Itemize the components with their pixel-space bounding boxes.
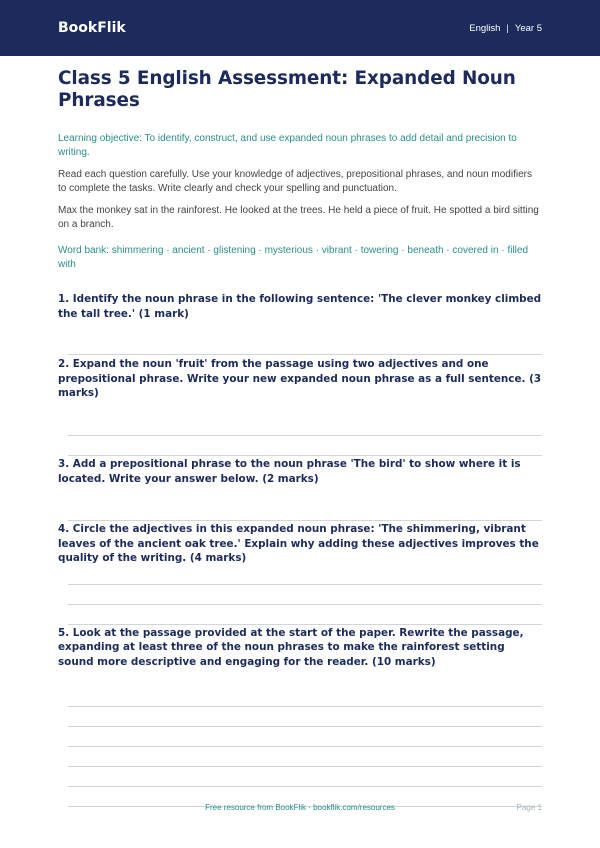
- answer-line[interactable]: [68, 604, 542, 605]
- worksheet-body: [0, 68, 600, 807]
- answer-line[interactable]: [68, 455, 542, 456]
- answer-line: [68, 354, 542, 355]
- question-2: 2. Expand the noun 'fruit' from the passage using two adjectives and one prepositional phrase. Write your new expanded noun phrase as a full sentence. (3 marks): [58, 358, 542, 400]
- answer-line[interactable]: [68, 726, 542, 727]
- word-bank: Word bank: shimmering · ancient · glistening · mysterious · vibrant · towering · beneath · covered in · filled with: [58, 245, 529, 270]
- passage: Max the monkey sat in the rainforest. He looked at the trees. He held a piece of fruit. He spotted a bird sitting on a branch.: [58, 205, 539, 230]
- header-meta: [469, 23, 542, 34]
- question-5: 5. Look at the passage provided at the start of the paper. Rewrite the passage, expanding at least three of the noun phrases to make the rainforest setting sound more descriptive and engaging for the reader. (10 marks): [58, 626, 524, 668]
- year-label: Year 5: [514, 22, 542, 34]
- answer-line[interactable]: [68, 624, 542, 625]
- page-title: Class 5 English Assessment: Expanded Noun Phrases: [58, 68, 516, 112]
- answer-line[interactable]: [68, 435, 542, 436]
- page-footer: [0, 803, 600, 815]
- page-header: [0, 0, 600, 56]
- answer-line[interactable]: [68, 746, 542, 747]
- question-3: 3. Add a prepositional phrase to the noun phrase 'The bird' to show where it is located. Write your answer below. (2 marks): [58, 457, 521, 485]
- subject-label: English: [469, 22, 501, 34]
- answer-line[interactable]: [68, 706, 542, 707]
- question-1: 1. Identify the noun phrase in the following sentence: 'The clever monkey climbed the tall tree.' (1 mark): [58, 293, 542, 320]
- question-4: 4. Circle the adjectives in this expanded noun phrase: 'The shimmering, vibrant leaves of the ancient oak tree.' Explain why adding these adjectives improves the quality of the writing. (4 marks): [58, 523, 539, 565]
- brand-logo-text: BookFlik: [58, 20, 126, 36]
- meta-separator: |: [506, 22, 509, 34]
- page-number: Page 1: [516, 803, 542, 812]
- instructions: Read each question carefully. Use your knowledge of adjectives, prepositional phrases, and noun modifiers to complete the tasks. Write clearly and check your spelling and punctuation.: [58, 169, 532, 194]
- answer-line[interactable]: [68, 786, 542, 787]
- answer-line[interactable]: [68, 520, 542, 521]
- answer-line[interactable]: [68, 766, 542, 767]
- learning-objective: Learning objective: To identify, construct, and use expanded noun phrases to add detail and precision to writing.: [58, 133, 517, 158]
- answer-line[interactable]: [68, 584, 542, 585]
- footer-credit[interactable]: Free resource from BookFlik · bookflik.com/resources: [205, 803, 395, 812]
